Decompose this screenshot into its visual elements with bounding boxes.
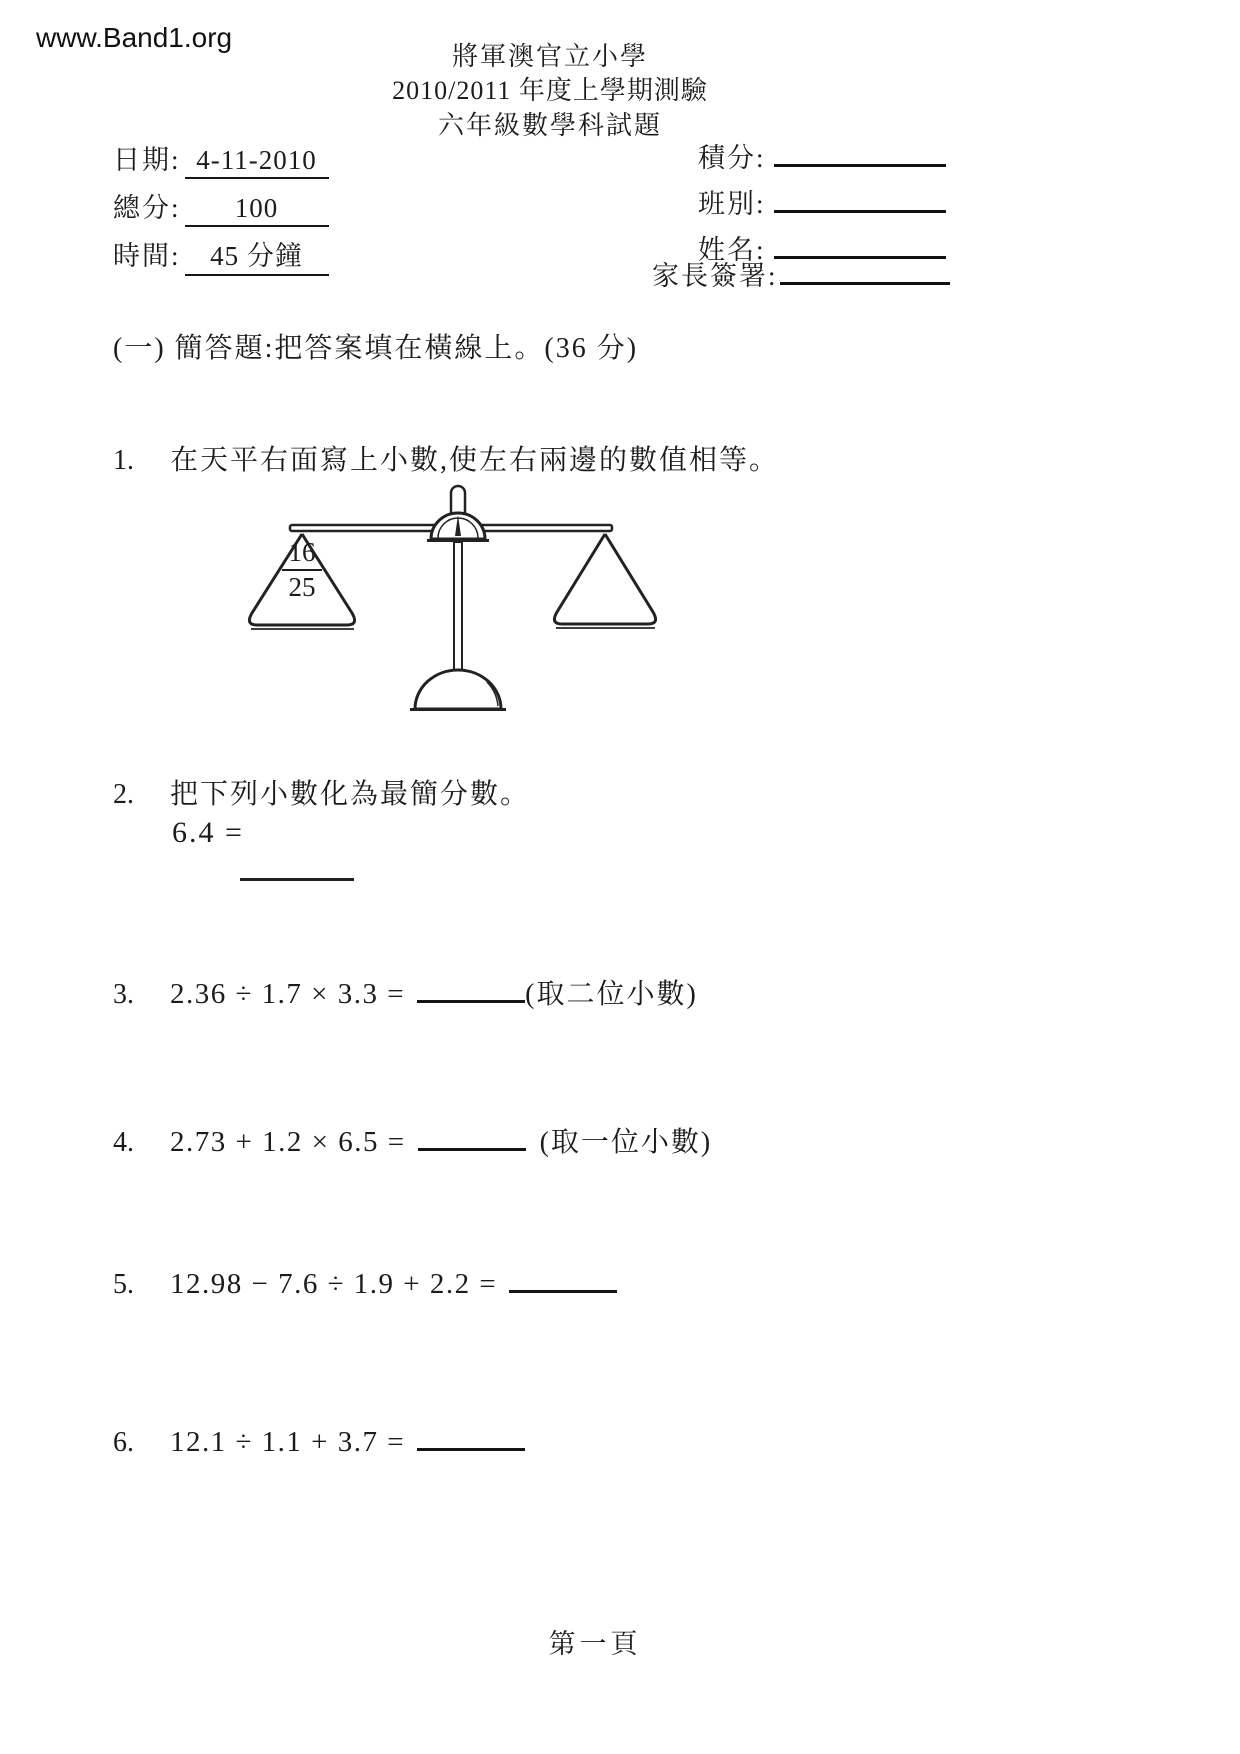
question-3-answer-blank [417,1000,525,1003]
question-4-number: 4. [113,1127,134,1158]
question-1-text: 在天平右面寫上小數,使左右兩邊的數值相等。 [170,445,780,476]
total-score-label: 總分: [113,193,181,223]
time-row [113,234,329,276]
question-6 [113,1426,525,1459]
exam-subject: 六年級數學科試題 [437,110,662,140]
question-4-answer-blank [418,1148,526,1151]
score-row [698,136,946,175]
class-row [698,182,946,221]
question-4-note: (取一位小數) [539,1127,713,1158]
date-row [113,138,329,179]
school-name: 將軍澳官立小學 [451,42,648,71]
parent-signature-row [652,254,950,293]
fraction-denominator: 25 [288,572,316,603]
total-score-row [113,186,329,227]
date-value: 4-11-2010 [185,145,329,179]
scale-pivot [427,513,489,541]
scale-base [410,670,506,710]
class-blank-line [774,210,946,213]
question-5-answer-blank [509,1290,617,1293]
scale-pole [454,542,462,672]
parent-signature-label: 家長簽署: [652,261,778,291]
section-heading: (一) 簡答題:把答案填在橫線上。(36 分) [113,333,639,364]
question-6-expression: 12.1 ÷ 1.1 + 3.7 = [170,1426,406,1458]
question-2-answer-blank [240,846,354,881]
question-5-expression: 12.98 − 7.6 ÷ 1.9 + 2.2 = [170,1268,498,1300]
question-5 [113,1268,617,1301]
page-number: 第一頁 [548,1629,642,1659]
question-4 [113,1120,712,1160]
question-3 [113,972,698,1012]
exam-term: 2010/2011 年度上學期測驗 [392,76,708,106]
class-label: 班別: [698,189,766,219]
question-2-text: 把下列小數化為最簡分數。 [170,779,531,810]
score-blank-line [774,164,946,167]
question-3-note: (取二位小數) [525,979,698,1010]
time-label: 時間: [113,241,181,271]
date-label: 日期: [113,145,181,175]
name-label: 姓名: [698,235,766,265]
question-5-number: 5. [113,1269,134,1300]
question-2-number: 2. [113,779,134,810]
question-2-expression: 6.4 = [172,816,244,849]
question-4-expression: 2.73 + 1.2 × 6.5 = [170,1126,406,1158]
parent-signature-blank-line [780,282,950,285]
fraction-numerator: 16 [282,538,322,571]
time-value: 45 分鐘 [185,234,329,276]
question-2 [113,772,530,812]
question-6-answer-blank [417,1448,525,1451]
exam-info-block [113,138,329,283]
question-3-expression: 2.36 ÷ 1.7 × 3.3 = [170,978,406,1010]
question-1-number: 1. [113,445,134,476]
scale-right-pan [554,534,655,628]
total-score-value: 100 [185,193,329,227]
title-block [300,40,800,143]
score-label: 積分: [698,143,766,173]
watermark-url: www.Band1.org [36,22,233,53]
question-6-number: 6. [113,1427,134,1458]
left-pan-fraction [274,538,330,602]
question-3-number: 3. [113,979,134,1010]
